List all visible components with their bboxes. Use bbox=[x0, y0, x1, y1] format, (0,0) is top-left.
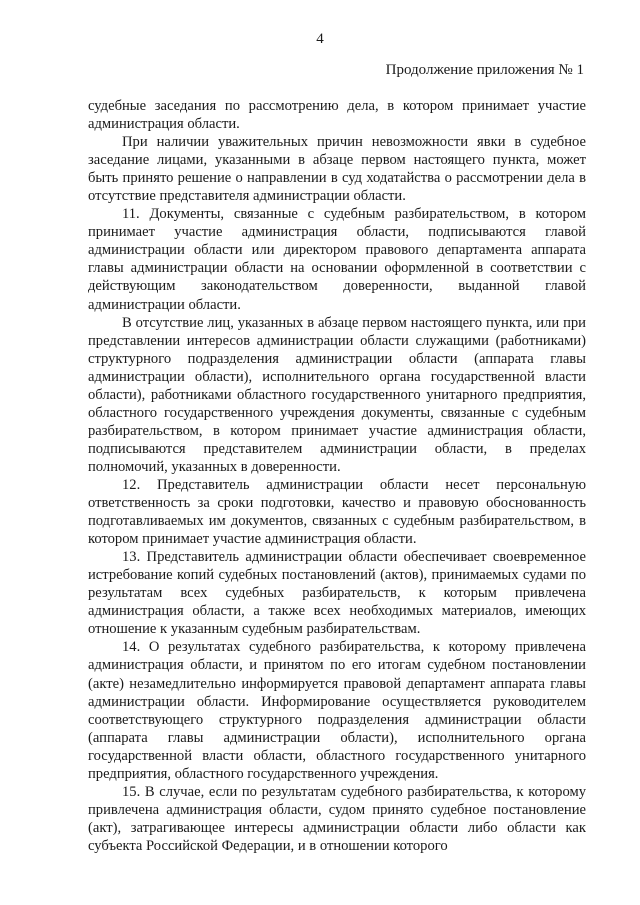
paragraph: При наличии уважительных причин невозможности явки в судебное заседание лицами, указанными в абзаце первом настоящего пункта, может быть принято решение о направлении в суд ходатайства о рассмотрении дела в отсутствие представителя администрации области. bbox=[88, 134, 586, 205]
paragraph-item-11: 11. Документы, связанные с судебным разбирательством, в котором принимает участие администрация области, подписываются главой администрации области или директором правового департамента аппарата главы администрации области на основании оформленной в соответствии с действующим законодательством доверенности, выданной главой администрации области. bbox=[88, 206, 586, 313]
paragraph-item-14: 14. О результатах судебного разбирательства, к которому привлечена администрация области, и принятом по его итогам судебном постановлении (акте) незамедлительно информируется правовой департамент аппарата главы администрации области. Информирование осуществляется руководителем соответствующего структурного подразделения администрации области (аппарата главы администрации области), исполнительного органа государственной власти области, областного государственного унитарного предприятия, областного государственного учреждения. bbox=[88, 639, 586, 782]
paragraph-item-13: 13. Представитель администрации области обеспечивает своевременное истребование копий судебных постановлений (актов), принимаемых судами по результатам всех судебных разбирательств, к которым привлечена администрация области, а также всех необходимых материалов, имеющих отношение к указанным судебным разбирательствам. bbox=[88, 549, 586, 638]
page-number: 4 bbox=[316, 31, 324, 47]
appendix-label: Продолжение приложения № 1 bbox=[385, 62, 584, 78]
paragraph-item-15: 15. В случае, если по результатам судебного разбирательства, к которому привлечена администрация области, судом принято судебное постановление (акт), затрагивающее интересы администрации области либо области как субъекта Российской Федерации, и в отношении которого bbox=[88, 783, 586, 854]
paragraph-continuation: судебные заседания по рассмотрению дела, в котором принимает участие администрация области. bbox=[88, 98, 586, 133]
paragraph: В отсутствие лиц, указанных в абзаце первом настоящего пункта, или при представлении интересов администрации области служащими (работниками) структурного подразделения администрации области (аппарата главы администрации области), исполнительного органа государственной власти области), работниками областного государственного унитарного предприятия, областного государственного учреждения документы, связанные с судебным разбирательством, в котором принимает участие администрация области, подписываются представителем администрации области, в пределах полномочий, указанных в доверенности. bbox=[88, 314, 586, 475]
body-text bbox=[88, 97, 586, 855]
paragraph-item-12: 12. Представитель администрации области несет персональную ответственность за сроки подготовки, качество и правовую обоснованность подготавливаемых им документов, связанных с судебным разбирательством, в котором принимает участие администрация области. bbox=[88, 476, 586, 548]
